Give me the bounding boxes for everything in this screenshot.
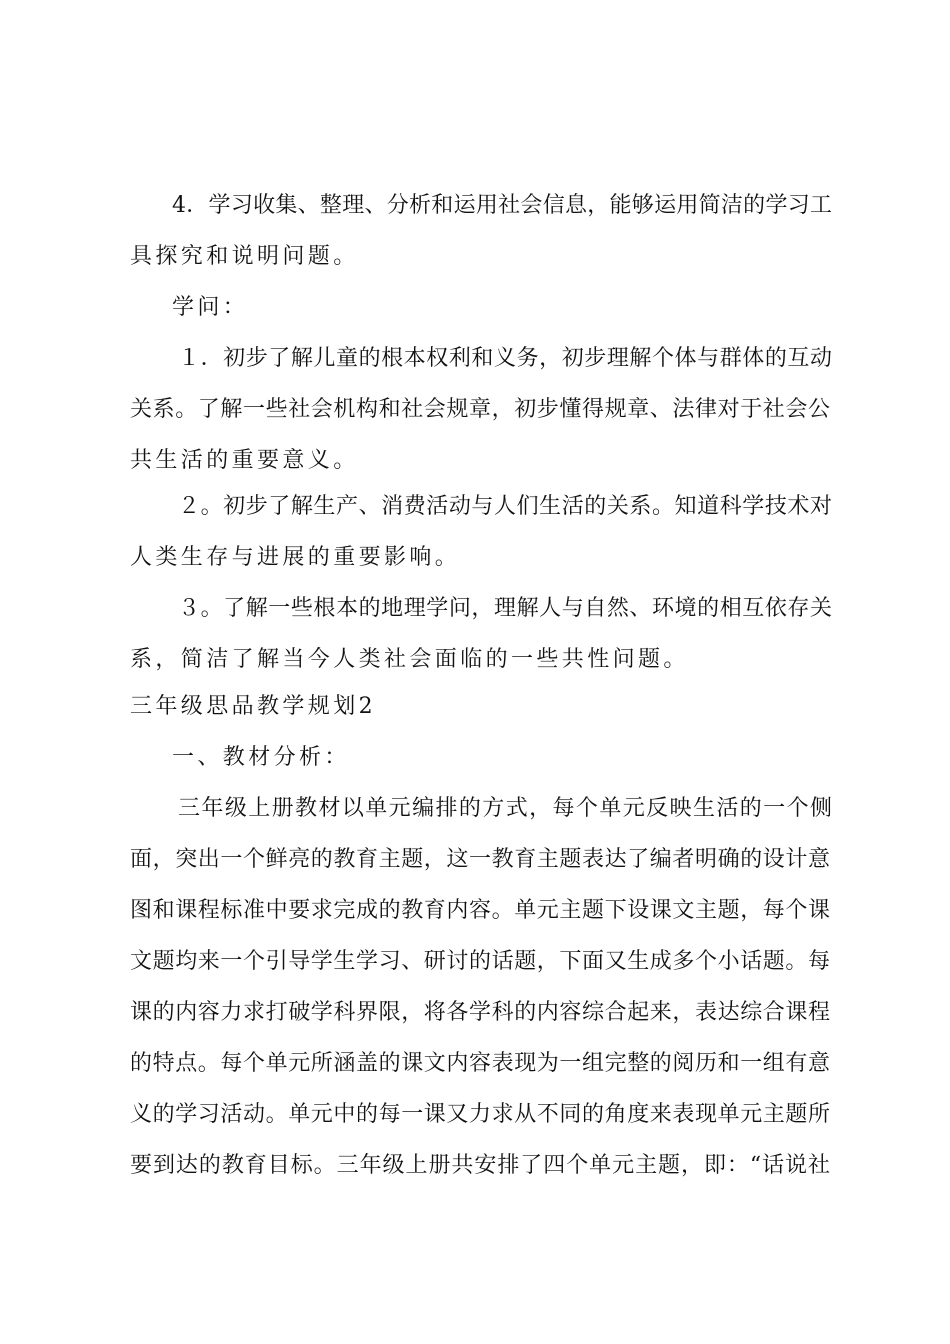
section-heading: 一、教材分析： [172, 745, 350, 770]
paragraph-line: ２。初步了解生产、消费活动与人们生活的关系。知道科学技术对 [178, 494, 832, 519]
paragraph-line: 的特点。每个单元所涵盖的课文内容表现为一组完整的阅历和一组有意 [130, 1051, 830, 1076]
paragraph-line: １．初步了解儿童的根本权利和义务，初步理解个体与群体的互动 [178, 346, 832, 371]
paragraph-line: 4．学习收集、整理、分析和运用社会信息，能够运用简洁的学习工 [172, 193, 832, 218]
document-title: 三年级思品教学规划2 [130, 694, 376, 719]
section-heading: 学问： [172, 295, 249, 320]
paragraph-line: 义的学习活动。单元中的每一课又力求从不同的角度来表现单元主题所 [130, 1102, 830, 1127]
paragraph-line: ３。了解一些根本的地理学问，理解人与自然、环境的相互依存关 [178, 596, 832, 621]
paragraph-line: 面，突出一个鲜亮的教育主题，这一教育主题表达了编者明确的设计意 [130, 847, 830, 872]
paragraph-line: 图和课程标准中要求完成的教育内容。单元主题下设课文主题，每个课 [130, 898, 830, 923]
paragraph-line: 三年级上册教材以单元编排的方式，每个单元反映生活的一个侧 [178, 796, 832, 821]
paragraph-line: 课的内容力求打破学科界限，将各学科的内容综合起来，表达综合课程 [130, 1000, 830, 1025]
paragraph-line: 共生活的重要意义。 [130, 448, 359, 473]
paragraph-line: 系，简洁了解当今人类社会面临的一些共性问题。 [130, 647, 689, 672]
paragraph-line: 关系。了解一些社会机构和社会规章，初步懂得规章、法律对于社会公 [130, 397, 830, 422]
paragraph-line: 文题均来一个引导学生学习、研讨的话题，下面又生成多个小话题。每 [130, 949, 830, 974]
paragraph-line: 具探究和说明问题。 [130, 244, 359, 269]
paragraph-line: 要到达的教育目标。三年级上册共安排了四个单元主题，即：“话说社 [130, 1153, 830, 1178]
paragraph-line: 人类生存与进展的重要影响。 [130, 545, 461, 570]
